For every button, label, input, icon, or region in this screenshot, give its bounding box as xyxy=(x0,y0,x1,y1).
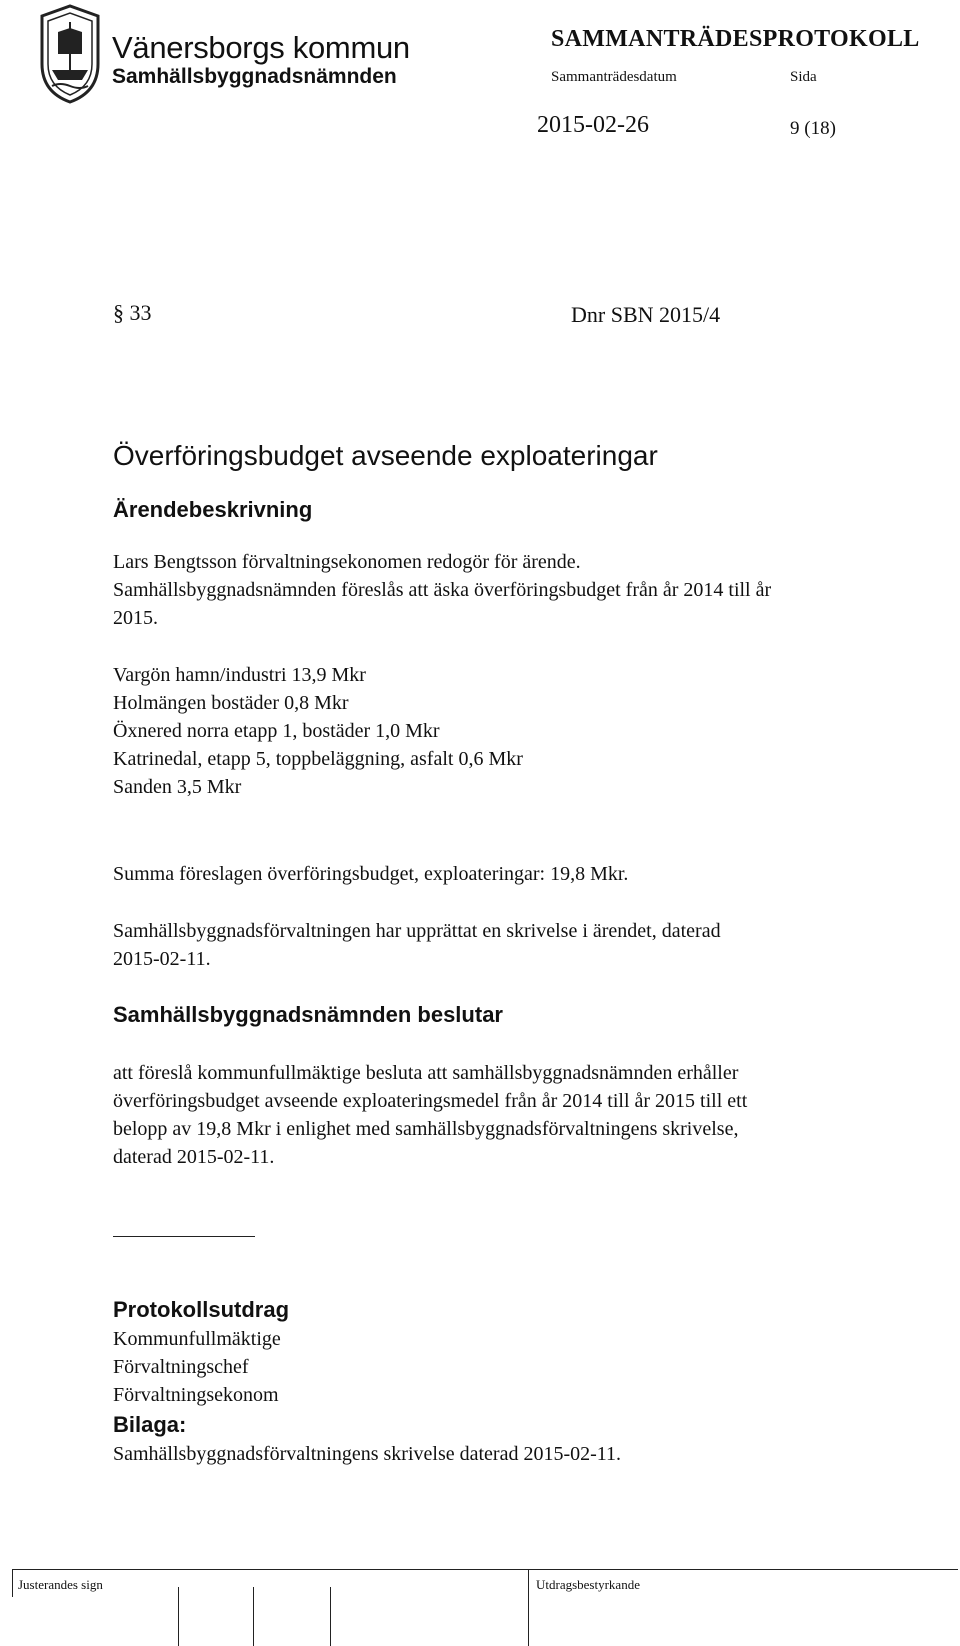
footer-rule xyxy=(12,1569,958,1570)
budget-items-list xyxy=(113,661,903,801)
item-title: Överföringsbudget avseende exploateringar xyxy=(113,440,658,471)
organization-name: Vänersborgs kommun xyxy=(112,30,410,65)
page-number: 9 (18) xyxy=(790,118,836,139)
description-intro xyxy=(113,548,903,632)
budget-sum xyxy=(113,860,903,888)
report-line: Samhällsbyggnadsförvaltningen har upprättat en skrivelse i ärendet, daterad xyxy=(113,920,721,942)
signature-label: Justerandes sign xyxy=(18,1577,103,1592)
document-type: SAMMANTRÄDESPROTOKOLL xyxy=(551,26,920,52)
meeting-date-label: Sammanträdesdatum xyxy=(551,69,677,85)
intro-line: Samhällsbyggnadsnämnden föreslås att äska överföringsbudget från år 2014 till år xyxy=(113,579,772,601)
report-statement xyxy=(113,917,903,973)
decision-line: daterad 2015-02-11. xyxy=(113,1146,275,1168)
description-heading: Ärendebeskrivning xyxy=(113,497,313,522)
footer-divider xyxy=(528,1569,529,1646)
paragraph-number: § 33 xyxy=(113,300,152,325)
certification-label: Utdragsbestyrkande xyxy=(536,1577,640,1592)
recipient: Förvaltningsekonom xyxy=(113,1384,279,1406)
recipient: Kommunfullmäktige xyxy=(113,1328,281,1350)
signature-box-divider xyxy=(178,1587,179,1646)
intro-line: Lars Bengtsson förvaltningsekonomen redogör för ärende. xyxy=(113,551,581,573)
attachment-text: Samhällsbyggnadsförvaltningens skrivelse daterad 2015-02-11. xyxy=(113,1443,622,1465)
page-label: Sida xyxy=(790,69,817,85)
decision-line: överföringsbudget avseende exploateringsmedel från år 2014 till år 2015 till ett xyxy=(113,1090,748,1112)
intro-line: 2015. xyxy=(113,607,158,629)
budget-item: Öxnered norra etapp 1, bostäder 1,0 Mkr xyxy=(113,720,440,742)
signature-box-divider xyxy=(253,1587,254,1646)
decision-text xyxy=(113,1059,903,1171)
meeting-date: 2015-02-26 xyxy=(537,112,649,138)
budget-item: Katrinedal, etapp 5, toppbeläggning, asfalt 0,6 Mkr xyxy=(113,748,523,770)
footer-divider xyxy=(12,1569,13,1597)
budget-sum-text: Summa föreslagen överföringsbudget, exploateringar: 19,8 Mkr. xyxy=(113,863,629,885)
decision-heading: Samhällsbyggnadsnämnden beslutar xyxy=(113,1002,503,1027)
registration-number: Dnr SBN 2015/4 xyxy=(571,302,721,327)
decision-line: att föreslå kommunfullmäktige besluta att samhällsbyggnadsnämnden erhåller xyxy=(113,1062,739,1084)
extract-heading: Protokollsutdrag xyxy=(113,1297,290,1322)
extract-recipients xyxy=(113,1325,903,1409)
section-divider xyxy=(113,1236,255,1237)
recipient: Förvaltningschef xyxy=(113,1356,249,1378)
budget-item: Vargön hamn/industri 13,9 Mkr xyxy=(113,664,366,686)
committee-name: Samhällsbyggnadsnämnden xyxy=(112,65,397,88)
municipality-crest-icon xyxy=(38,4,102,104)
attachment xyxy=(113,1440,903,1468)
report-line: 2015-02-11. xyxy=(113,948,211,970)
decision-line: belopp av 19,8 Mkr i enlighet med samhällsbyggnadsförvaltningens skrivelse, xyxy=(113,1118,739,1140)
attachment-heading: Bilaga: xyxy=(113,1412,187,1437)
budget-item: Sanden 3,5 Mkr xyxy=(113,776,242,798)
budget-item: Holmängen bostäder 0,8 Mkr xyxy=(113,692,349,714)
signature-box-divider xyxy=(330,1587,331,1646)
